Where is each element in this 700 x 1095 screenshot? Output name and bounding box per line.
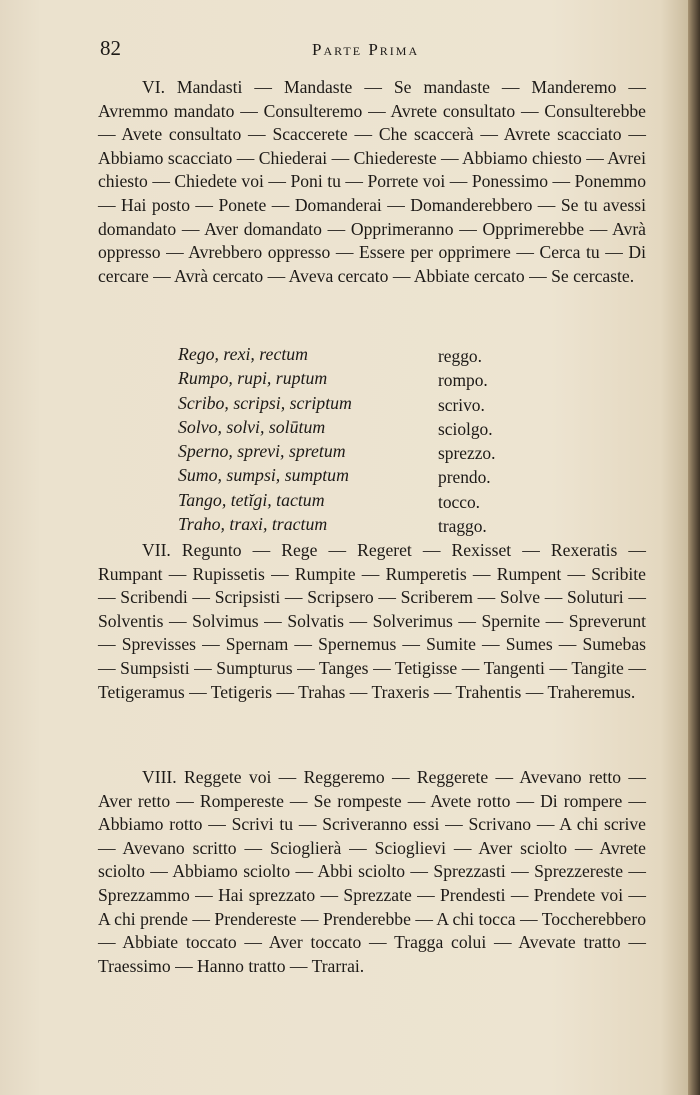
italian-meaning: rompo. bbox=[438, 370, 488, 391]
vocabulary-row bbox=[178, 441, 538, 465]
book-spine-edge bbox=[688, 0, 700, 1095]
latin-principal-parts: Rego, rexi, rectum bbox=[178, 344, 309, 364]
latin-principal-parts: Sperno, sprevi, spretum bbox=[178, 441, 346, 462]
exercise-viii-paragraph: VIII. Reggete voi — Reggeremo — Reggerete — Avevano retto — Aver retto — Rompereste — Se rompeste — Avete rotto — Di rompere — Abbiamo rotto — Scrivi tu — Scriveranno essi — Scrivano — A chi scrive — Avevano scritto — Scioglierà — Scioglievi — Aver sciolto — Avrete sciolto — Abbiamo sciolto — Abbi sciolto — Sprezzasti — Sprezzereste — Sprezzammo — Hai sprezzato — Sprezzate — Prendesti — Prendete voi — A chi prende — Prendereste — Prenderebbe — A chi tocca — Toccherebbero — Abbiate toccato — Aver toccato — Tragga colui — Avevate tratto — Traessimo — Hanno tratto — Trarrai. bbox=[98, 767, 646, 976]
page-header bbox=[100, 36, 640, 66]
latin-principal-parts: Solvo, solvi, solūtum bbox=[178, 416, 326, 437]
italian-meaning: tocco. bbox=[438, 491, 481, 512]
vocabulary-list bbox=[178, 344, 538, 538]
vocabulary-row bbox=[178, 368, 538, 392]
latin-principal-parts: Tango, tetĭgi, tactum bbox=[178, 489, 325, 510]
exercise-vii-paragraph: VII. Regunto — Rege — Regeret — Rexisset — Rexeratis — Rumpant — Rupissetis — Rumpite — Rumperetis — Rumpent — Scribite — Scribendi — Scripsisti — Scripsero — Scriberem — Solve — Soluturi — Solventis — Solvimus — Solvatis — Solverimus — Spernite — Spreverunt — Sprevisses — Spernam — Spernemus — Sumite — Sumes — Sumebas — Sumpsisti — Sumpturus — Tanges — Tetigisse — Tangenti — Tangite — Tetigeramus — Tetigeris — Trahas — Traxeris — Trahentis — Traheremus. bbox=[98, 540, 646, 702]
vocabulary-row bbox=[178, 393, 538, 417]
vocabulary-row bbox=[178, 465, 538, 489]
page-number: 82 bbox=[100, 36, 121, 60]
italian-meaning: scrivo. bbox=[438, 394, 485, 415]
vocabulary-row bbox=[178, 514, 538, 538]
italian-meaning: traggo. bbox=[438, 516, 487, 537]
latin-principal-parts: Scribo, scripsi, scriptum bbox=[178, 392, 352, 413]
latin-principal-parts: Rumpo, rupi, ruptum bbox=[178, 368, 328, 389]
running-head: Parte Prima bbox=[312, 40, 420, 59]
italian-meaning: reggo. bbox=[438, 346, 482, 366]
latin-principal-parts: Traho, traxi, tractum bbox=[178, 514, 328, 535]
italian-meaning: sprezzo. bbox=[438, 443, 496, 464]
vocabulary-row bbox=[178, 344, 538, 368]
exercise-vi-paragraph: VI. Mandasti — Mandaste — Se mandaste — Manderemo — Avremmo mandato — Consulteremo — Avrete consultato — Consulterebbe — Avete consultato — Scaccerete — Che scaccerà — Avrete scacciato — Abbiamo scacciato — Chiederai — Chiedereste — Abbiamo chiesto — Avrei chiesto — Chiedete voi — Poni tu — Porrete voi — Ponessimo — Ponemmo — Hai posto — Ponete — Domanderai — Domanderebbero — Se tu avessi domandato — Aver domandato — Opprimeranno — Opprimerebbe — Avrà oppresso — Avrebbero oppresso — Essere per opprimere — Cerca tu — Di cercare — Avrà cercato — Aveva cercato — Abbiate cercato — Se cercaste. bbox=[98, 77, 646, 286]
italian-meaning: sciolgo. bbox=[438, 418, 493, 439]
vocabulary-row bbox=[178, 417, 538, 441]
italian-meaning: prendo. bbox=[438, 467, 491, 488]
vocabulary-row bbox=[178, 490, 538, 514]
latin-principal-parts: Sumo, sumpsi, sumptum bbox=[178, 465, 349, 486]
